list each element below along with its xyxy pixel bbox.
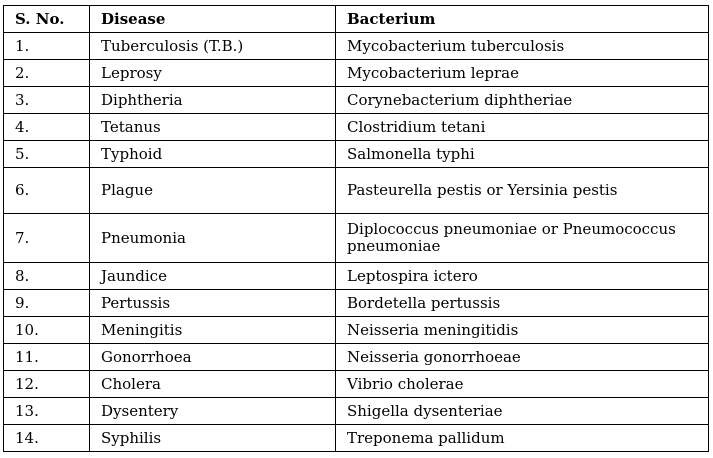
disease-cell: Meningitis <box>90 317 336 344</box>
bacterium-cell: Mycobacterium tuberculosis <box>336 33 709 60</box>
bacterium-cell: Bordetella pertussis <box>336 290 709 317</box>
bacterium-cell: Salmonella typhi <box>336 141 709 168</box>
table-row <box>4 33 709 60</box>
serial-number-cell: 8. <box>4 263 90 290</box>
bacterium-cell: Corynebacterium diphtheriae <box>336 87 709 114</box>
disease-bacterium-table <box>3 5 709 452</box>
serial-number-cell: 5. <box>4 141 90 168</box>
header-bacterium: Bacterium <box>336 6 709 33</box>
table-row <box>4 317 709 344</box>
disease-cell: Pneumonia <box>90 214 336 263</box>
bacterium-cell: Neisseria gonorrhoeae <box>336 344 709 371</box>
disease-cell: Pertussis <box>90 290 336 317</box>
disease-cell: Jaundice <box>90 263 336 290</box>
table-row <box>4 114 709 141</box>
table-row <box>4 371 709 398</box>
table-row <box>4 168 709 214</box>
disease-cell: Typhoid <box>90 141 336 168</box>
serial-number-cell: 10. <box>4 317 90 344</box>
bacterium-cell: Clostridium tetani <box>336 114 709 141</box>
disease-cell: Leprosy <box>90 60 336 87</box>
disease-cell: Syphilis <box>90 425 336 452</box>
table-row <box>4 344 709 371</box>
serial-number-cell: 3. <box>4 87 90 114</box>
serial-number-cell: 4. <box>4 114 90 141</box>
table-row <box>4 60 709 87</box>
bacterium-cell: Neisseria meningitidis <box>336 317 709 344</box>
serial-number-cell: 9. <box>4 290 90 317</box>
table-row <box>4 87 709 114</box>
table-row <box>4 398 709 425</box>
serial-number-cell: 11. <box>4 344 90 371</box>
serial-number-cell: 13. <box>4 398 90 425</box>
bacterium-cell: Treponema pallidum <box>336 425 709 452</box>
serial-number-cell: 7. <box>4 214 90 263</box>
serial-number-cell: 14. <box>4 425 90 452</box>
bacterium-cell: Vibrio cholerae <box>336 371 709 398</box>
table-row <box>4 290 709 317</box>
serial-number-cell: 12. <box>4 371 90 398</box>
disease-cell: Cholera <box>90 371 336 398</box>
disease-cell: Gonorrhoea <box>90 344 336 371</box>
serial-number-cell: 6. <box>4 168 90 214</box>
disease-cell: Tuberculosis (T.B.) <box>90 33 336 60</box>
bacterium-cell: Mycobacterium leprae <box>336 60 709 87</box>
header-serial-number: S. No. <box>4 6 90 33</box>
table-row <box>4 141 709 168</box>
bacterium-cell: Pasteurella pestis or Yersinia pestis <box>336 168 709 214</box>
bacterium-cell: Diplococcus pneumoniae or Pneumococcus pneumoniae <box>336 214 709 263</box>
table-row <box>4 263 709 290</box>
disease-cell: Plague <box>90 168 336 214</box>
table-row <box>4 425 709 452</box>
serial-number-cell: 1. <box>4 33 90 60</box>
header-disease: Disease <box>90 6 336 33</box>
disease-cell: Diphtheria <box>90 87 336 114</box>
bacterium-cell: Leptospira ictero <box>336 263 709 290</box>
disease-cell: Dysentery <box>90 398 336 425</box>
disease-cell: Tetanus <box>90 114 336 141</box>
table-row <box>4 214 709 263</box>
header-row <box>4 6 709 33</box>
bacterium-cell: Shigella dysenteriae <box>336 398 709 425</box>
serial-number-cell: 2. <box>4 60 90 87</box>
